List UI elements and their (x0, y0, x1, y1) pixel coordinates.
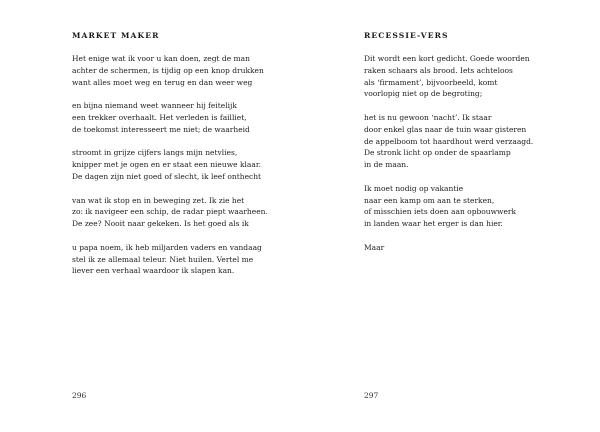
stanza (72, 242, 292, 277)
poem-line: naar een kamp om aan te sterken, (364, 195, 495, 205)
stanza (364, 112, 584, 171)
page-number: 297 (364, 391, 379, 400)
poem-line: door enkel glas naar de tuin waar gisteren (364, 124, 527, 134)
poem-line: het is nu gewoon ‘nacht’. Ik staar (364, 112, 492, 122)
poem-line: in landen waar het erger is dan hier. (364, 219, 503, 229)
poem-body (364, 53, 584, 265)
stanza (72, 100, 292, 135)
poem-title: MARKET MAKER (72, 31, 160, 40)
poem-line: stel ik ze allemaal teleur. Niet huilen. Vertel me (72, 254, 254, 264)
poem-line: als ‘firmament’, bijvoorbeeld, komt (364, 77, 498, 87)
right-page (300, 0, 600, 432)
poem-line: stroomt in grijze cijfers langs mijn netvlies, (72, 148, 238, 158)
stanza (72, 53, 292, 88)
poem-line: of misschien iets doen aan opbouwwerk (364, 207, 517, 217)
poem-line: De zee? Nooit naar gekeken. Is het goed als ik (72, 219, 249, 229)
poem-line: Ik moet nodig op vakantie (364, 183, 464, 193)
poem-line: De dagen zijn niet goed of slecht, ik leef onthecht (72, 171, 262, 181)
stanza (364, 53, 584, 100)
poem-line: De stronk licht op onder de spaarlamp (364, 148, 511, 158)
poem-line: Maar (364, 242, 385, 252)
poem-line: de appelboom tot haardhout werd verzaagd. (364, 136, 534, 146)
poem-line: raken schaars als brood. Iets achteloos (364, 65, 513, 75)
stanza (364, 183, 584, 230)
poem-line: Het enige wat ik voor u kan doen, zegt de man (72, 54, 250, 63)
stanza (364, 242, 584, 254)
poem-line: en bijna niemand weet wanneer hij feitelijk (72, 101, 237, 111)
poem-line: van wat ik stop en in beweging zet. Ik zie het (72, 195, 245, 205)
poem-line: een trekker overhaalt. Het verleden is failliet, (72, 112, 247, 122)
poem-line: Dit wordt een kort gedicht. Goede woorden (364, 54, 530, 63)
poem-line: in de maan. (364, 160, 409, 170)
poem-line: want alles moet weg en terug en dan weer weg (72, 77, 253, 87)
poem-title: RECESSIE-VERS (364, 31, 449, 40)
stanza (72, 195, 292, 230)
poem-line: de toekomst interesseert me niet; de waarheid (72, 124, 250, 134)
poem-line: voorlopig niet op de begroting; (364, 89, 483, 99)
poem-line: u papa noem, ik heb miljarden vaders en vandaag (72, 242, 262, 252)
poem-line: knipper met je ogen en er staat een nieuwe klaar. (72, 160, 261, 170)
poem-body (72, 53, 292, 289)
page-number: 296 (72, 391, 87, 400)
poem-line: zo: ik navigeer een schip, de radar piept waarheen. (72, 207, 268, 217)
stanza (72, 147, 292, 182)
poem-line: achter de schermen, is tijdig op een knop drukken (72, 65, 264, 75)
poem-line: liever een verhaal waardoor ik slapen kan. (72, 266, 235, 276)
